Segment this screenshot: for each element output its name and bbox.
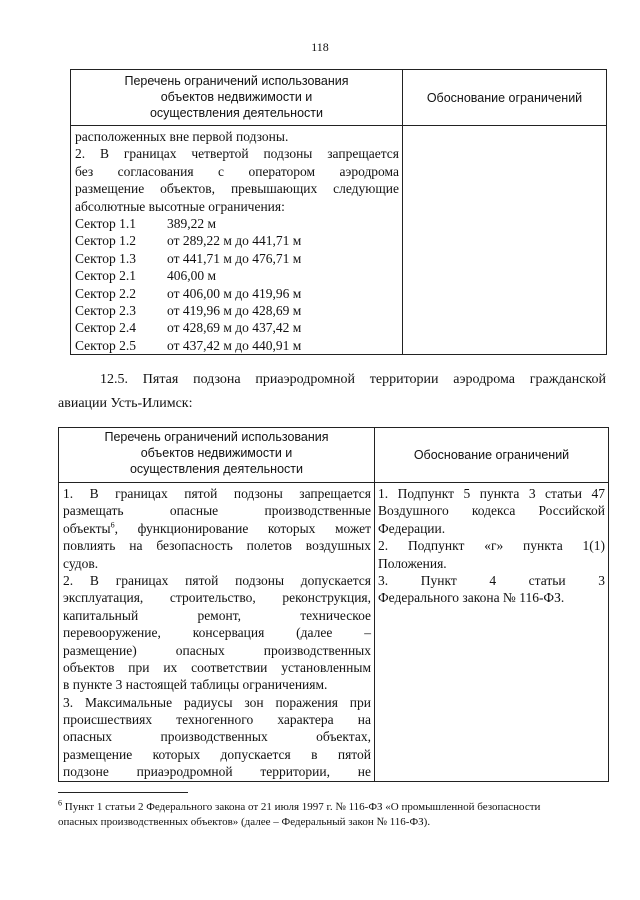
text-line: Положения. (378, 555, 447, 571)
header-restrictions-list (71, 70, 403, 126)
text-line: эксплуатация, строительство, реконструкция, (63, 590, 371, 606)
sector-name: Сектор 1.2 (75, 233, 137, 249)
text-line: размещать опасные производственные (63, 503, 371, 519)
text-line: размещение) опасных производственных (63, 642, 371, 658)
sector-row (75, 285, 399, 302)
section-heading-line: 12.5. Пятая подзона приаэродромной территории аэродрома гражданской (100, 372, 606, 387)
sector-name: Сектор 2.1 (75, 268, 137, 284)
sector-name: Сектор 2.5 (75, 337, 137, 353)
sector-height: от 428,69 м до 437,42 м (167, 320, 302, 336)
text-line: повлиять на безопасность полетов воздушных (63, 538, 371, 554)
footnote (58, 800, 608, 830)
sector-height: от 437,42 м до 440,91 м (167, 337, 302, 353)
header-line: объектов недвижимости и (140, 446, 293, 460)
header-line: объектов недвижимости и (160, 90, 313, 104)
header-justification: Обоснование ограничений (375, 428, 609, 483)
text-line: 2. В границах пятой подзоны допускается (63, 572, 371, 588)
text-fragment: объекты (63, 520, 111, 536)
text-line: Федерации. (378, 520, 446, 536)
footnote-text: Пункт 1 статьи 2 Федерального закона от 21 июля 1997 г. № 116-ФЗ «О промышленной безопасности (62, 801, 541, 813)
sector-row (75, 319, 399, 336)
footnote-marker: 6 (58, 798, 62, 808)
sector-height: от 289,22 м до 441,71 м (167, 233, 302, 249)
sector-name: Сектор 2.3 (75, 302, 137, 318)
sector-height: от 419,96 м до 428,69 м (167, 302, 302, 318)
text-line: размещение объектов, превышающих следующие (75, 181, 399, 197)
sector-row (75, 215, 399, 232)
sector-name: Сектор 2.2 (75, 285, 137, 301)
header-restrictions-list (59, 428, 375, 483)
text-line: расположенных вне первой подзоны. (75, 129, 289, 144)
section-heading-12-5-continued (58, 392, 606, 416)
footnote-line (58, 800, 608, 815)
text-line: 2. В границах четвертой подзоны запрещается (75, 146, 399, 162)
text-line: подзоне приаэродромной территории, не (63, 764, 371, 780)
table-row (71, 126, 607, 355)
text-line: 1. В границах пятой подзоны запрещается (63, 486, 371, 501)
sector-height: 406,00 м (167, 268, 217, 284)
sector-name: Сектор 2.4 (75, 320, 137, 336)
sector-row (75, 267, 399, 284)
text-line: размещение которых допускается в пятой (63, 746, 371, 762)
footnote-line: опасных производственных объектов» (далее – Федеральный закон № 116-ФЗ). (58, 816, 431, 828)
sector-row (75, 337, 399, 354)
header-line: Перечень ограничений использования (124, 74, 349, 88)
header-line: Перечень ограничений использования (104, 430, 329, 444)
section-heading-12-5 (100, 368, 606, 392)
sector-height: от 406,00 м до 419,96 м (167, 285, 302, 301)
justification-cell (375, 483, 609, 782)
text-line: происшествиях техногенного характера на (63, 712, 371, 728)
footnote-reference: 6 (110, 520, 115, 530)
text-line: опасных производственных объектах, (63, 729, 371, 745)
restrictions-table-subzone-5 (58, 427, 609, 782)
text-line: 3. Пункт 4 статьи 3 (378, 572, 605, 588)
text-line: 1. Подпункт 5 пункта 3 статьи 47 (378, 486, 605, 501)
text-line: Воздушного кодекса Российской (378, 503, 605, 519)
sector-row (75, 250, 399, 267)
table-row (59, 483, 609, 782)
text-line: объектов при их соответствии установленным (63, 659, 371, 675)
section-heading-line: авиации Усть-Илимск: (58, 396, 193, 411)
justification-cell-empty (403, 126, 607, 355)
restrictions-cell (71, 126, 403, 355)
sector-name: Сектор 1.3 (75, 250, 137, 266)
restrictions-table-subzone-4 (70, 69, 607, 355)
header-line: осуществления деятельности (129, 462, 303, 476)
text-line: 3. Максимальные радиусы зон поражения при (63, 694, 371, 710)
text-line: абсолютные высотные ограничения: (75, 198, 285, 214)
sector-row (75, 302, 399, 319)
header-line: осуществления деятельности (149, 106, 323, 120)
text-line-with-footnote (63, 520, 371, 537)
text-line: капитальный ремонт, техническое (63, 607, 371, 623)
sector-name: Сектор 1.1 (75, 215, 137, 231)
text-fragment: , функционирование которых может (114, 520, 371, 536)
header-justification: Обоснование ограничений (403, 70, 607, 126)
text-line: 2. Подпункт «г» пункта 1(1) (378, 538, 605, 554)
table-header-row (71, 70, 607, 126)
table-header-row (59, 428, 609, 483)
sector-row (75, 232, 399, 249)
sector-height: от 441,71 м до 476,71 м (167, 250, 302, 266)
restrictions-cell (59, 483, 375, 782)
page-number: 118 (311, 40, 329, 54)
text-line: без согласования с оператором аэродрома (75, 163, 399, 179)
footnote-separator (58, 792, 188, 793)
text-line: в пункте 3 настоящей таблицы ограничениям. (63, 677, 328, 693)
text-line: судов. (63, 555, 99, 571)
text-line: Федерального закона № 116-ФЗ. (378, 590, 565, 606)
text-line: перевооружение, консервация (далее – (63, 625, 371, 641)
sector-height: 389,22 м (167, 215, 217, 231)
